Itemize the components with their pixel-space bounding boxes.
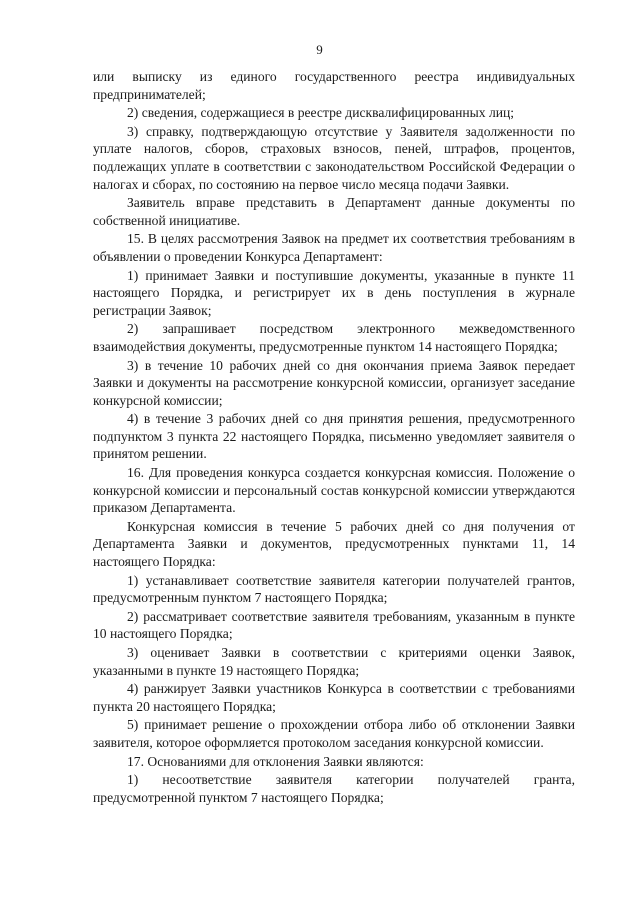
- paragraph-section-16: 16. Для проведения конкурса создается конкурсная комиссия. Положение о конкурсной комиссии и персональный состав конкурсной комиссии утверждаются приказом Департамента.: [93, 465, 575, 516]
- paragraph-list-item: 3) справку, подтверждающую отсутствие у Заявителя задолженности по уплате налогов, сборов, страховых взносов, пеней, штрафов, процентов, подлежащих уплате в соответствии с законодательством Российской Федерации о налогах и сборах, по состоянию на первое число месяца подачи Заявки.: [93, 123, 575, 192]
- paragraph-list-item: 1) устанавливает соответствие заявителя категории получателей грантов, предусмотренным пунктом 7 настоящего Порядка;: [93, 572, 575, 606]
- page-number: 9: [316, 42, 323, 57]
- paragraph-list-item: 4) ранжирует Заявки участников Конкурса в соответствии с требованиями пункта 20 настоящего Порядка;: [93, 681, 575, 714]
- paragraph-list-item: 2) запрашивает посредством электронного межведомственного взаимодействия документы, предусмотренные пунктом 14 настоящего Порядка;: [93, 321, 575, 354]
- paragraph-list-item: 3) оценивает Заявки в соответствии с критериями оценки Заявок, указанными в пункте 19 настоящего Порядка;: [93, 645, 575, 678]
- paragraph-list-item: 1) принимает Заявки и поступившие документы, указанные в пункте 11 настоящего Порядка, и регистрирует их в день поступления в журнале регистрации Заявок;: [93, 267, 575, 318]
- paragraph-list-item: 5) принимает решение о прохождении отбора либо об отклонении Заявки заявителя, которое оформляется протоколом заседания конкурсной комиссии.: [93, 717, 575, 750]
- paragraph-list-item: 2) сведения, содержащиеся в реестре дисквалифицированных лиц;: [127, 105, 515, 121]
- paragraph-list-item: 1) несоответствие заявителя категории получателей гранта, предусмотренной пунктом 7 настоящего Порядка;: [93, 772, 575, 805]
- paragraph-list-item: 4) в течение 3 рабочих дней со дня принятия решения, предусмотренного подпунктом 3 пункта 22 настоящего Порядка, письменно уведомляет заявителя о принятом решении.: [93, 411, 575, 462]
- paragraph: Заявитель вправе представить в Департамент данные документы по собственной инициативе.: [93, 195, 575, 228]
- paragraph-section-17: 17. Основаниями для отклонения Заявки являются:: [127, 753, 424, 769]
- paragraph-list-item: 3) в течение 10 рабочих дней со дня окончания приема Заявок передает Заявки и документы на рассмотрение конкурсной комиссии, организует заседание конкурсной комиссии;: [93, 357, 575, 408]
- paragraph-section-15: 15. В целях рассмотрения Заявок на предмет их соответствия требованиям в объявлении о проведении Конкурса Департамент:: [93, 231, 575, 264]
- paragraph-list-item: 2) рассматривает соответствие заявителя требованиям, указанным в пункте 10 настоящего Порядка;: [93, 608, 575, 642]
- document-body: [93, 68, 575, 807]
- paragraph: Конкурсная комиссия в течение 5 рабочих дней со дня получения от Департамента Заявки и документов, предусмотренных пунктами 11, 14 настоящего Порядка:: [93, 518, 575, 570]
- paragraph-continuation: или выписку из единого государственного реестра индивидуальных предпринимателей;: [93, 69, 575, 102]
